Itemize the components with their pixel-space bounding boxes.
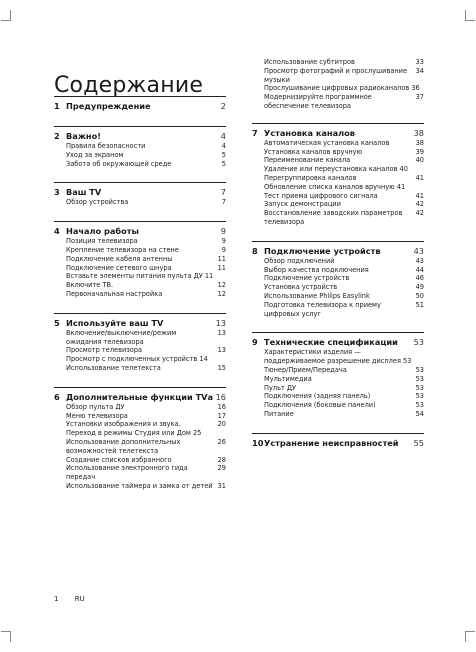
toc-entry[interactable] bbox=[54, 329, 226, 347]
toc-entry-page: 46 bbox=[415, 274, 424, 283]
toc-entry-page: 9 bbox=[221, 245, 226, 254]
toc-entry-text: Тест приема цифрового сигнала bbox=[264, 191, 378, 200]
toc-entry-page: 54 bbox=[415, 409, 424, 418]
section-number: 8 bbox=[252, 245, 258, 256]
toc-entry-page: 11 bbox=[217, 263, 226, 272]
toc-entry[interactable] bbox=[54, 142, 226, 151]
toc-entry-page: 40 bbox=[415, 156, 424, 165]
section-title: Начало работы bbox=[66, 226, 139, 237]
toc-entry[interactable] bbox=[54, 355, 226, 364]
toc-entry-text: Подключение кабеля антенны bbox=[66, 254, 173, 263]
toc-section bbox=[252, 433, 424, 449]
section-title: Используйте ваш TV bbox=[66, 317, 164, 328]
toc-section-heading[interactable] bbox=[252, 241, 424, 257]
toc-entry-page: 28 bbox=[217, 455, 226, 464]
section-page: 43 bbox=[413, 245, 424, 256]
section-page: 53 bbox=[413, 337, 424, 348]
toc-entry-page: 12 bbox=[217, 289, 226, 298]
section-page: 16 bbox=[215, 391, 226, 402]
toc-entry[interactable] bbox=[252, 257, 424, 266]
toc-entry-page: 29 bbox=[217, 464, 226, 473]
toc-entry[interactable] bbox=[54, 429, 226, 438]
toc-entry[interactable] bbox=[54, 160, 226, 169]
toc-right-sections bbox=[252, 123, 424, 449]
toc-section-heading[interactable] bbox=[54, 221, 226, 237]
toc-entry-text: Тюнер/Прием/Передача bbox=[264, 365, 347, 374]
toc-entry[interactable] bbox=[252, 401, 424, 410]
toc-entry[interactable] bbox=[252, 84, 424, 93]
toc-entry[interactable] bbox=[252, 200, 424, 209]
toc-entry-page: 34 bbox=[415, 66, 424, 75]
toc-entry[interactable] bbox=[252, 67, 424, 85]
toc-entry-text: Правила безопасности bbox=[66, 142, 146, 150]
toc-section bbox=[252, 123, 424, 227]
section-title: Предупреждение bbox=[66, 101, 151, 111]
toc-entry-text: Модернизируйте программное обеспечение телевизора bbox=[264, 93, 372, 110]
toc-entry-text: Просмотр фотографий и прослушивание музыки bbox=[264, 66, 408, 84]
toc-entry[interactable] bbox=[54, 403, 226, 412]
toc-section bbox=[54, 387, 226, 491]
toc-entry-page: 5 bbox=[221, 159, 226, 168]
toc-entry-text: Выбор качества подключения bbox=[264, 265, 369, 274]
toc-entry-text: Использование электронного гида передач bbox=[66, 464, 188, 482]
toc-entry[interactable] bbox=[252, 266, 424, 275]
section-number: 2 bbox=[54, 131, 60, 141]
crop-mark-top-left bbox=[10, 10, 21, 20]
section-page: 55 bbox=[413, 437, 424, 448]
toc-entry[interactable] bbox=[252, 139, 424, 148]
toc-section bbox=[54, 313, 226, 373]
toc-entry[interactable] bbox=[252, 292, 424, 301]
section-page: 9 bbox=[220, 226, 226, 237]
toc-entry-page: 4 bbox=[221, 142, 226, 150]
toc-entry-page: 26 bbox=[217, 437, 226, 446]
toc-entry-page: 39 bbox=[415, 147, 424, 156]
toc-entry-text: Использование Philips Easylink bbox=[264, 291, 370, 300]
toc-entry-text: Использование дополнительных возможностей телетекста bbox=[66, 437, 181, 455]
toc-entry[interactable] bbox=[252, 274, 424, 283]
toc-entry[interactable] bbox=[54, 482, 226, 491]
section-title: Дополнительные функции TVа bbox=[66, 391, 214, 402]
toc-entry-text: Запуск демонстрации bbox=[264, 200, 341, 209]
toc-entry-page: 5 bbox=[221, 150, 226, 159]
toc-entry-page: 42 bbox=[415, 209, 424, 218]
page-footer bbox=[54, 595, 85, 603]
toc-entry-text: Крепление телевизора на стене bbox=[66, 245, 179, 254]
toc-entry[interactable] bbox=[54, 290, 226, 299]
toc-entry[interactable] bbox=[252, 209, 424, 227]
toc-entry[interactable] bbox=[252, 165, 424, 174]
toc-entry-text: Перегруппировка каналов bbox=[264, 173, 357, 182]
toc-entry[interactable] bbox=[54, 255, 226, 264]
toc-section-heading[interactable] bbox=[54, 313, 226, 329]
toc-entry-text: Меню телевизора bbox=[66, 411, 128, 420]
toc-right-column bbox=[252, 58, 424, 463]
section-number: 3 bbox=[54, 187, 60, 198]
toc-section-heading[interactable] bbox=[252, 332, 424, 348]
section-number: 9 bbox=[252, 337, 258, 348]
toc-entry-text: Просмотр с подключенных устройств 14 bbox=[66, 355, 208, 364]
toc-entry-text: Вставьте элементы питания пульта ДУ 11 bbox=[66, 272, 214, 281]
toc-entry-page: 11 bbox=[217, 254, 226, 263]
toc-entry[interactable] bbox=[252, 366, 424, 375]
toc-entry-text: Подключение сетевого шнура bbox=[66, 263, 172, 272]
toc-section-heading[interactable] bbox=[54, 182, 226, 198]
toc-section bbox=[54, 182, 226, 207]
section-number: 4 bbox=[54, 226, 60, 237]
section-title: Ваш TV bbox=[66, 187, 102, 198]
toc-entry-text: Переход в режимы Студия или Дом 25 bbox=[66, 429, 202, 438]
section-title: Важно! bbox=[66, 131, 101, 141]
toc-entry[interactable] bbox=[252, 183, 424, 192]
toc-entry-text: Обзор устройства bbox=[66, 198, 129, 207]
section-number: 6 bbox=[54, 391, 60, 402]
toc-section bbox=[54, 221, 226, 299]
toc-entry-text: Восстановление заводских параметров телевизора bbox=[264, 209, 403, 226]
toc-entry-text: Обзор пульта ДУ bbox=[66, 402, 125, 411]
toc-entry-page: 44 bbox=[415, 265, 424, 274]
toc-entry-text: Прослушивание цифровых радиоканалов 36 bbox=[264, 84, 420, 93]
toc-entry-page: 20 bbox=[217, 420, 226, 429]
toc-entry-page: 53 bbox=[415, 383, 424, 392]
toc-entry-text: Просмотр телевизора bbox=[66, 346, 143, 355]
toc-entry-text: Удаление или переустановка каналов 40 bbox=[264, 165, 408, 174]
toc-section bbox=[252, 332, 424, 418]
toc-entry-page: 37 bbox=[415, 93, 424, 102]
toc-section bbox=[252, 241, 424, 319]
toc-continued-entries bbox=[252, 58, 424, 111]
toc-entry-text: Включение/выключение/режим ожидания телевизора bbox=[66, 328, 177, 346]
toc-entry-page: 13 bbox=[217, 328, 226, 337]
toc-entry[interactable] bbox=[54, 420, 226, 429]
toc-entry-page: 16 bbox=[217, 402, 226, 411]
toc-entry[interactable] bbox=[252, 174, 424, 183]
toc-entry[interactable] bbox=[54, 464, 226, 482]
toc-section-heading[interactable] bbox=[252, 433, 424, 449]
section-number: 7 bbox=[252, 127, 258, 138]
toc-entry[interactable] bbox=[54, 412, 226, 421]
toc-entry[interactable] bbox=[54, 272, 226, 281]
toc-entry-text: Первоначальная настройка bbox=[66, 289, 163, 298]
toc-entry-page: 15 bbox=[217, 363, 226, 372]
toc-entry-text: Подключения (задняя панель) bbox=[264, 392, 371, 401]
toc-entry-text: Установка каналов вручную bbox=[264, 147, 363, 156]
toc-entry[interactable] bbox=[252, 384, 424, 393]
crop-mark-bottom-left bbox=[10, 632, 21, 642]
toc-entry[interactable] bbox=[252, 375, 424, 384]
toc-entry-text: Уход за экраном bbox=[66, 150, 124, 159]
section-number: 5 bbox=[54, 317, 60, 328]
toc-entry-page: 12 bbox=[217, 281, 226, 290]
section-page: 4 bbox=[220, 131, 226, 141]
toc-section-heading[interactable] bbox=[54, 387, 226, 403]
toc-entry-page: 50 bbox=[415, 291, 424, 300]
toc-entry-text: Автоматическая установка каналов bbox=[264, 138, 390, 147]
section-number: 1 bbox=[54, 101, 60, 111]
toc-entry[interactable] bbox=[252, 156, 424, 165]
toc-entry-page: 7 bbox=[221, 198, 226, 207]
toc-entry-page: 9 bbox=[221, 237, 226, 246]
toc-section-heading[interactable] bbox=[54, 96, 226, 112]
toc-entry[interactable] bbox=[54, 364, 226, 373]
toc-entry-text: Установка устройств bbox=[264, 283, 338, 292]
toc-entry-page: 41 bbox=[415, 173, 424, 182]
toc-entry-text: Установки изображения и звука. bbox=[66, 420, 181, 429]
toc-entry-page: 33 bbox=[415, 58, 424, 66]
toc-entry-text: Использование телетекста bbox=[66, 363, 161, 372]
section-page: 38 bbox=[413, 127, 424, 138]
toc-entry[interactable] bbox=[252, 148, 424, 157]
section-title: Установка каналов bbox=[264, 127, 355, 138]
section-title: Технические спецификации bbox=[264, 337, 398, 348]
toc-entry-page: 53 bbox=[415, 365, 424, 374]
toc-entry[interactable] bbox=[252, 283, 424, 292]
page-number: 1 bbox=[54, 595, 59, 603]
section-page: 2 bbox=[220, 101, 226, 111]
toc-section bbox=[54, 96, 226, 112]
toc-entry[interactable] bbox=[252, 93, 424, 111]
toc-entry-page: 53 bbox=[415, 392, 424, 401]
toc-entry-text: Включите ТВ. bbox=[66, 281, 114, 290]
toc-entry[interactable] bbox=[252, 301, 424, 319]
toc-entry[interactable] bbox=[54, 237, 226, 246]
toc-entry[interactable] bbox=[54, 438, 226, 456]
toc-entry-text: Позиция телевизора bbox=[66, 237, 138, 246]
toc-entry-page: 51 bbox=[415, 300, 424, 309]
toc-entry-page: 43 bbox=[415, 256, 424, 265]
toc-entry-page: 49 bbox=[415, 283, 424, 292]
section-title: Устранение неисправностей bbox=[264, 437, 399, 448]
toc-entry-text: Переименование канала bbox=[264, 156, 351, 165]
toc-entry-text: Использование субтитров bbox=[264, 58, 355, 66]
toc-entry-page: 13 bbox=[217, 346, 226, 355]
toc-entry-page: 38 bbox=[415, 138, 424, 147]
language-code: RU bbox=[74, 595, 85, 603]
toc-entry-text: Создание списков избранного bbox=[66, 455, 172, 464]
toc-entry-text: Забота об окружающей среде bbox=[66, 159, 172, 168]
section-title: Подключение устройств bbox=[264, 245, 381, 256]
page-title: Содержание bbox=[54, 72, 204, 98]
toc-entry[interactable] bbox=[54, 281, 226, 290]
toc-entry[interactable] bbox=[54, 198, 226, 207]
toc-entry[interactable] bbox=[252, 410, 424, 419]
toc-entry-text: Пульт ДУ bbox=[264, 383, 297, 392]
toc-entry-text: Обзор подключений bbox=[264, 256, 335, 265]
section-page: 7 bbox=[220, 187, 226, 198]
toc-entry[interactable] bbox=[54, 456, 226, 465]
toc-entry[interactable] bbox=[54, 246, 226, 255]
toc-entry[interactable] bbox=[54, 346, 226, 355]
toc-entry-page: 17 bbox=[217, 411, 226, 420]
toc-entry-page: 41 bbox=[415, 191, 424, 200]
section-page: 13 bbox=[215, 317, 226, 328]
toc-entry-text: Подключения (боковые панели) bbox=[264, 401, 376, 410]
toc-entry-page: 53 bbox=[415, 374, 424, 383]
toc-entry-text: Питание bbox=[264, 409, 294, 418]
toc-entry-page: 42 bbox=[415, 200, 424, 209]
crop-mark-top-right bbox=[455, 10, 466, 20]
toc-entry-page: 53 bbox=[415, 401, 424, 410]
toc-left-column bbox=[54, 96, 226, 505]
toc-entry[interactable] bbox=[252, 192, 424, 201]
toc-entry[interactable] bbox=[54, 151, 226, 160]
toc-entry[interactable] bbox=[54, 264, 226, 273]
crop-mark-bottom-right bbox=[455, 632, 466, 642]
toc-section-heading[interactable] bbox=[54, 126, 226, 142]
toc-entry[interactable] bbox=[252, 348, 424, 366]
toc-entry-text: Мультимедиа bbox=[264, 374, 312, 383]
toc-entry-text: Обновление списка каналов вручную 41 bbox=[264, 182, 406, 191]
toc-section bbox=[54, 126, 226, 168]
toc-entry[interactable] bbox=[252, 58, 424, 67]
toc-entry-page: 31 bbox=[217, 481, 226, 490]
section-number: 10 bbox=[252, 437, 264, 448]
toc-section-heading[interactable] bbox=[252, 123, 424, 139]
toc-entry-text: Подключение устройств bbox=[264, 274, 350, 283]
toc-entry[interactable] bbox=[252, 392, 424, 401]
toc-entry-text: Подготовка телевизора к приему цифровых услуг bbox=[264, 300, 381, 318]
toc-entry-text: Характеристики изделия — поддерживаемое разрешение дисплея 53 bbox=[264, 348, 412, 366]
toc-entry-text: Использование таймера и замка от детей bbox=[66, 481, 213, 490]
